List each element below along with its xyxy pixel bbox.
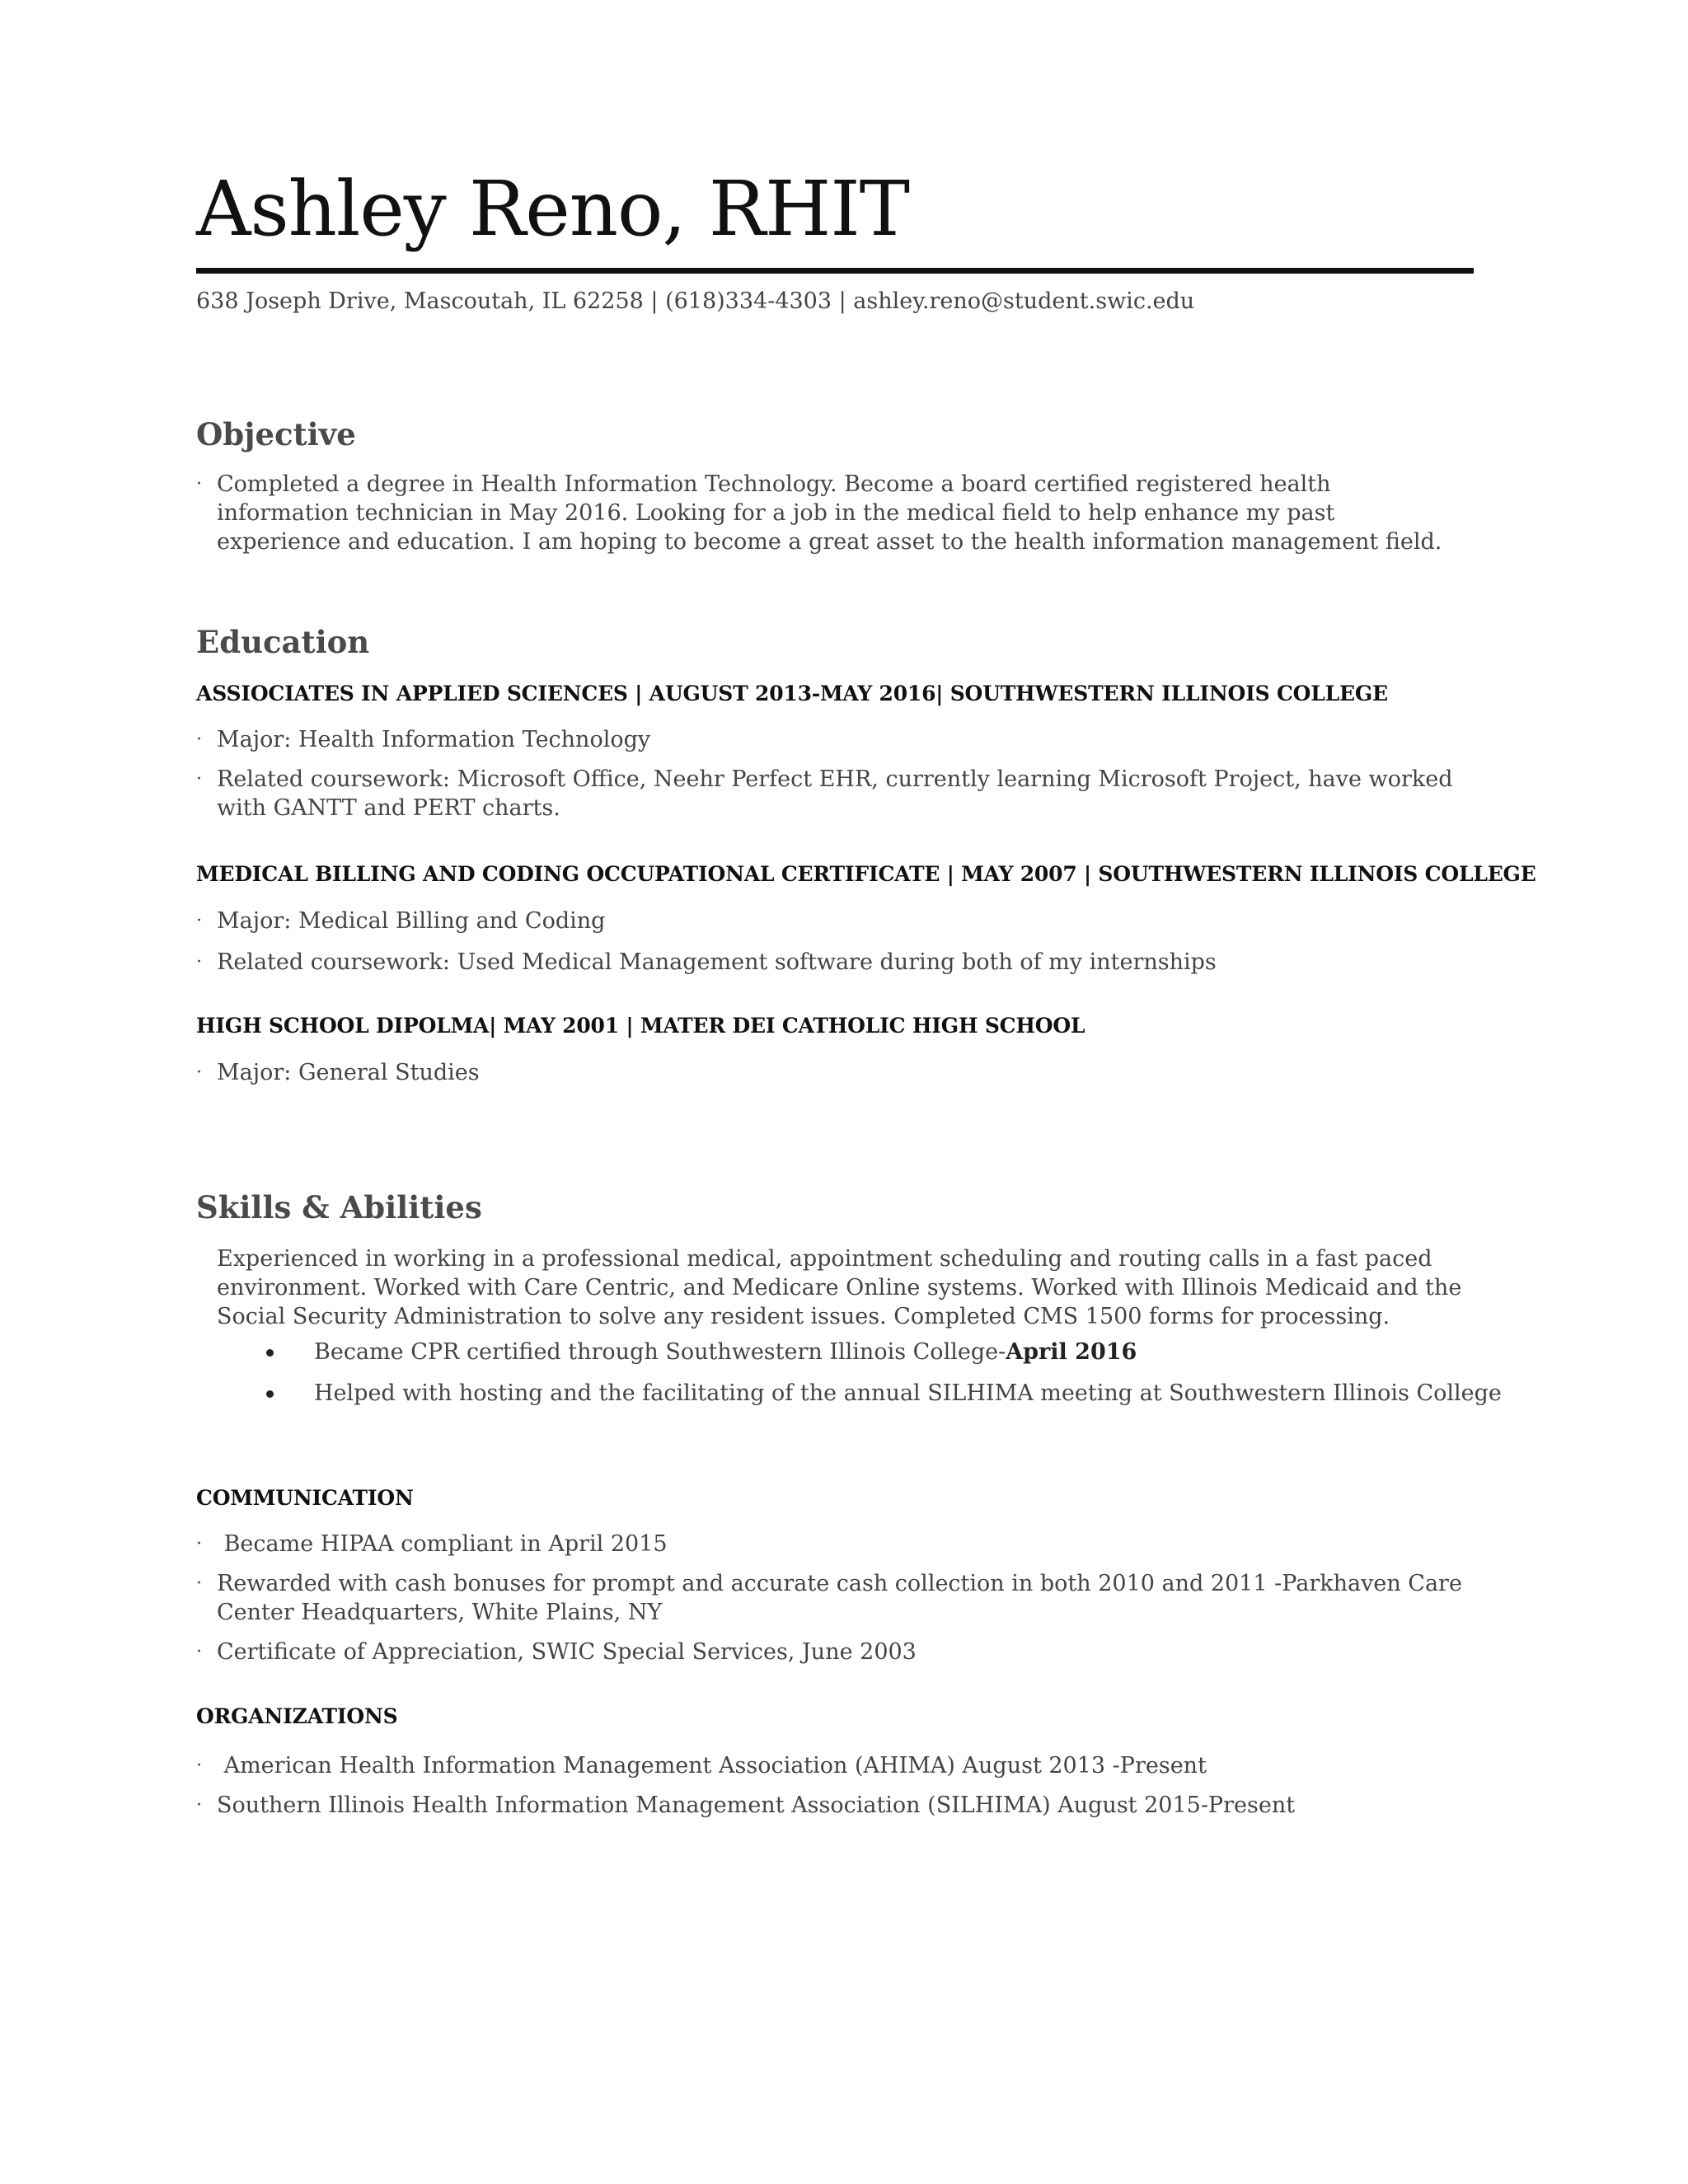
bullet-icon: · <box>196 952 202 972</box>
organizations-item: · American Health Information Management Association (AHIMA) August 2013 -Present <box>196 1753 1207 1779</box>
communication-item: · Rewarded with cash bonuses for prompt and accurate cash collection in both 2010 and 2011 -Parkhaven Care Center Headquarters, White Plains, NY <box>196 1571 1462 1625</box>
bullet-icon: · <box>196 1755 202 1776</box>
bullet-icon: · <box>196 1534 202 1554</box>
skills-paragraph: Experienced in working in a professional medical, appointment scheduling and routing calls in a fast paced environment. Worked with Care Centric, and Medicare Online systems. Worked with Illinois Medicaid and the Social Security Administration to solve any resident issues. Completed CMS 1500 forms for processing. <box>217 1246 1462 1329</box>
skills-dot-item: Helped with hosting and the facilitating of the annual SILHIMA meeting at Southwestern Illinois College <box>266 1379 1502 1408</box>
organizations-item: · Southern Illinois Health Information Management Association (SILHIMA) August 2015-Present <box>196 1793 1296 1818</box>
bullet-icon: · <box>196 1795 202 1816</box>
communication-item: · Became HIPAA compliant in April 2015 <box>196 1531 668 1557</box>
education-item: · Major: Health Information Technology <box>196 727 651 752</box>
bullet-icon: · <box>196 769 202 790</box>
education-title: Education <box>196 624 370 660</box>
organizations-title: ORGANIZATIONS <box>196 1704 398 1728</box>
bullet-icon: · <box>196 911 202 931</box>
bullet-icon: · <box>196 1573 202 1594</box>
education-heading-3: HIGH SCHOOL DIPOLMA| MAY 2001 | MATER DEI CATHOLIC HIGH SCHOOL <box>196 1014 1085 1038</box>
bullet-dot-icon <box>266 1349 274 1357</box>
skills-dot-item: Became CPR certified through Southwestern Illinois College-April 2016 <box>266 1338 1137 1366</box>
bullet-dot-icon <box>266 1390 274 1398</box>
education-heading-2: MEDICAL BILLING AND CODING OCCUPATIONAL CERTIFICATE | MAY 2007 | SOUTHWESTERN ILLINOIS COLLEGE <box>196 862 1536 886</box>
header-divider <box>196 268 1474 274</box>
communication-item: · Certificate of Appreciation, SWIC Special Services, June 2003 <box>196 1639 917 1665</box>
bullet-icon: · <box>196 729 202 750</box>
objective-title: Objective <box>196 416 356 452</box>
candidate-name: Ashley Reno, RHIT <box>196 165 910 253</box>
education-item: · Major: Medical Billing and Coding <box>196 908 606 934</box>
objective-item <box>196 470 1465 556</box>
education-item: · Major: General Studies <box>196 1060 480 1085</box>
bullet-icon: · <box>196 1642 202 1662</box>
education-item: · Related coursework: Used Medical Management software during both of my internships <box>196 949 1217 975</box>
bullet-icon: · <box>196 474 202 494</box>
communication-title: COMMUNICATION <box>196 1486 414 1510</box>
contact-line: 638 Joseph Drive, Mascoutah, IL 62258 | (618)334-4303 | ashley.reno@student.swic.edu <box>196 288 1195 314</box>
education-item: · Related coursework: Microsoft Office, Neehr Perfect EHR, currently learning Microsoft Project, have worked with GANTT and PERT charts. <box>196 766 1453 821</box>
bullet-icon: · <box>196 1062 202 1083</box>
education-heading-1: ASSIOCIATES IN APPLIED SCIENCES | AUGUST 2013-MAY 2016| SOUTHWESTERN ILLINOIS COLLEGE <box>196 682 1388 705</box>
skills-title: Skills & Abilities <box>196 1189 482 1226</box>
objective-text: Completed a degree in Health Information Technology. Become a board certified registered health information technician in May 2016. Looking for a job in the medical field to help enhance my past experience and education. I am hoping to become a great asset to the health information management field. <box>217 471 1442 555</box>
